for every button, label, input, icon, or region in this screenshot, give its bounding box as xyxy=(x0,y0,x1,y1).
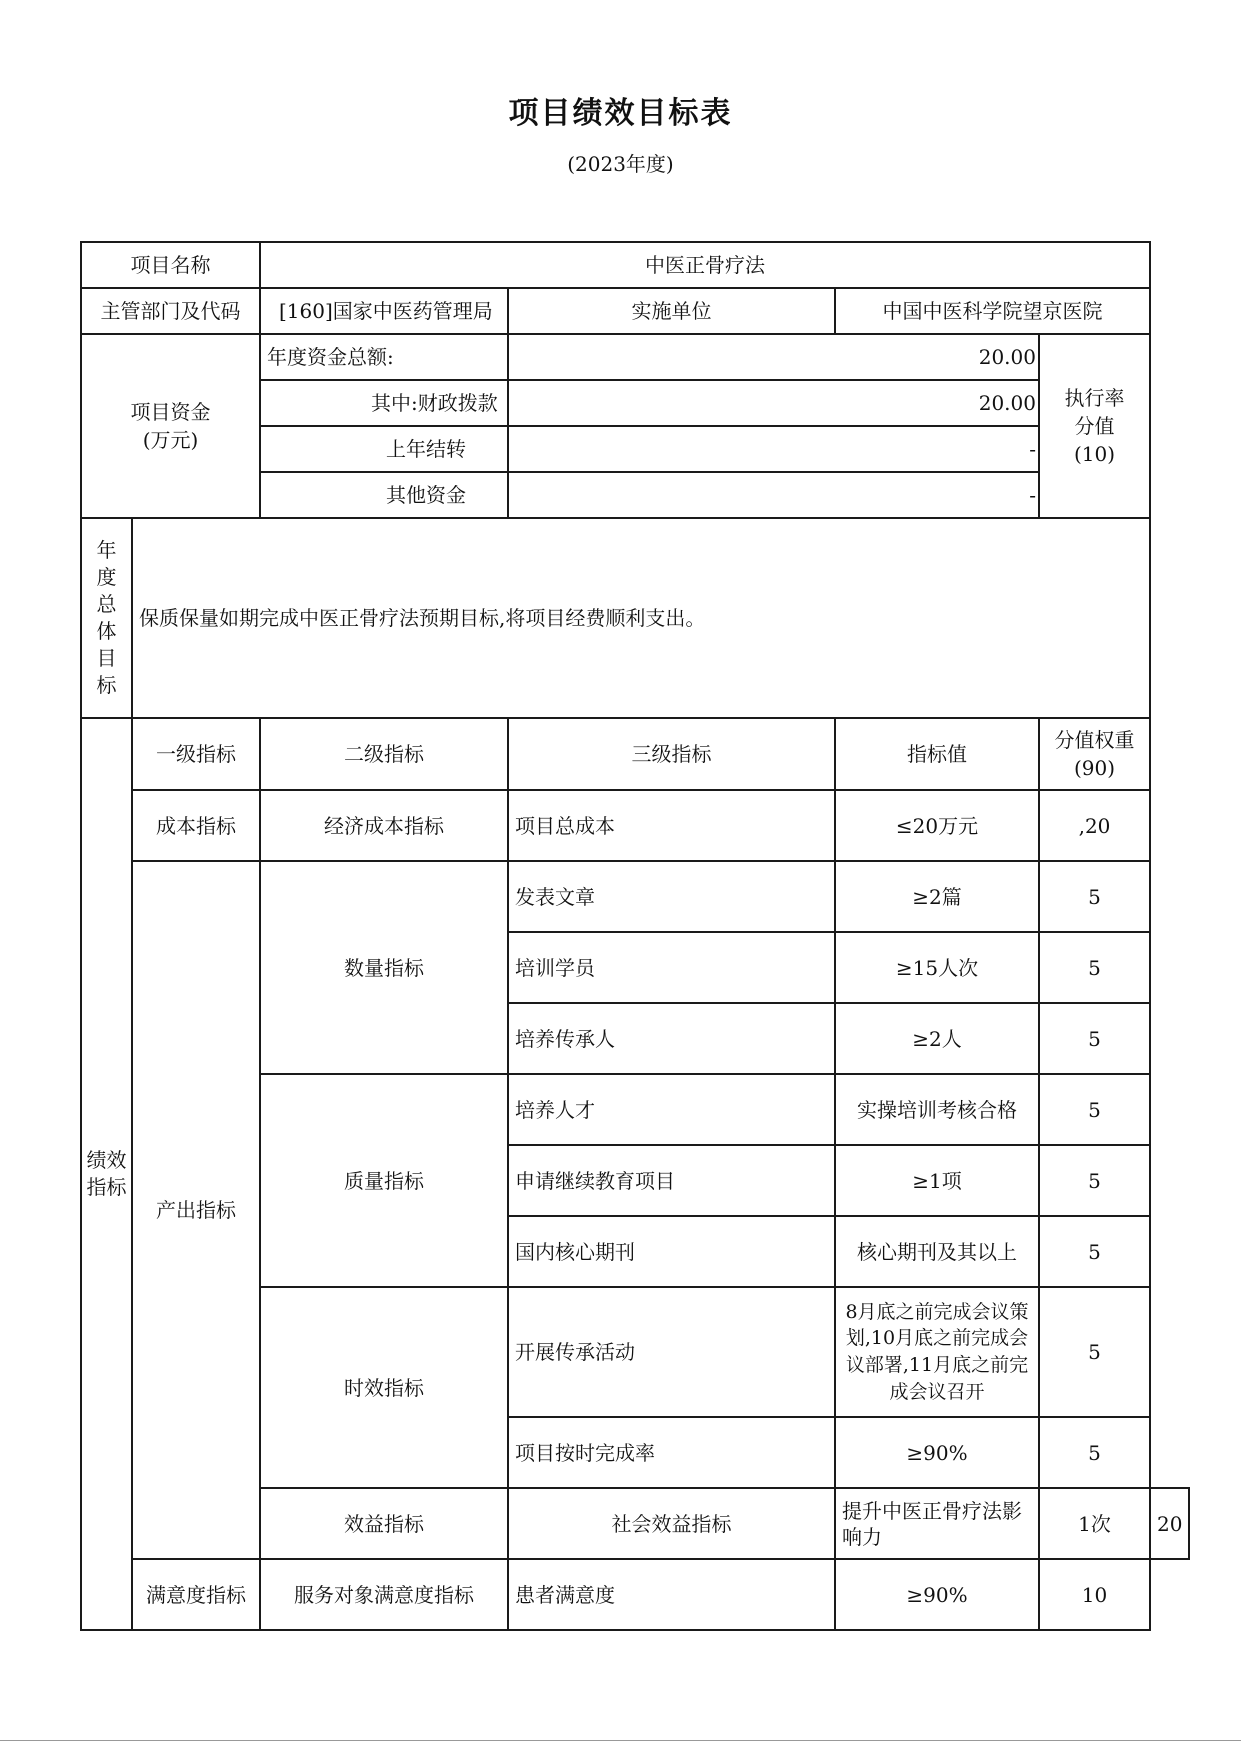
fund-total-label: 年度资金总额: xyxy=(260,334,508,380)
indicator-weight: 5 xyxy=(1039,1216,1150,1287)
fund-other-label: 其他资金 xyxy=(260,472,508,518)
group-output: 产出指标 xyxy=(132,861,260,1559)
subgroup-economic-cost: 经济成本指标 xyxy=(260,790,508,861)
group-benefit: 效益指标 xyxy=(260,1488,508,1559)
header-level2: 二级指标 xyxy=(260,718,508,790)
subgroup-service-satisfaction: 服务对象满意度指标 xyxy=(260,1559,508,1630)
implementing-unit-value: 中国中医科学院望京医院 xyxy=(835,288,1150,334)
indicator-weight: 5 xyxy=(1039,932,1150,1003)
funds-label-line1: 项目资金 xyxy=(130,400,211,424)
indicator-value xyxy=(835,1287,1039,1417)
fund-fiscal-value: 20.00 xyxy=(508,380,1039,426)
header-level1: 一级指标 xyxy=(132,718,260,790)
indicator-value: ≥90% xyxy=(835,1417,1039,1488)
project-name-row xyxy=(81,242,1189,288)
header-value: 指标值 xyxy=(835,718,1039,790)
annual-goal-row xyxy=(81,518,1189,718)
indicator-weight: 5 xyxy=(1039,1003,1150,1074)
page-bottom-rule xyxy=(0,1740,1241,1741)
execution-rate-line2: 分值 xyxy=(1074,414,1115,438)
subgroup-social-benefit: 社会效益指标 xyxy=(508,1488,835,1559)
table-row xyxy=(81,790,1189,861)
indicator-name: 发表文章 xyxy=(508,861,835,932)
indicator-value: ≥15人次 xyxy=(835,932,1039,1003)
fund-total-value: 20.00 xyxy=(508,334,1039,380)
indicator-weight: 5 xyxy=(1039,1145,1150,1216)
department-row xyxy=(81,288,1189,334)
page-subtitle: (2023年度) xyxy=(567,152,674,176)
indicator-section-label-text: 绩效指标 xyxy=(86,1148,127,1199)
group-cost: 成本指标 xyxy=(132,790,260,861)
execution-rate-score xyxy=(1039,334,1150,518)
subgroup-quality: 质量指标 xyxy=(260,1074,508,1287)
header-weight xyxy=(1039,718,1150,790)
subgroup-timeliness: 时效指标 xyxy=(260,1287,508,1488)
indicator-name: 开展传承活动 xyxy=(508,1287,835,1417)
header-weight-line1: 分值权重 xyxy=(1054,728,1135,752)
annual-goal-label xyxy=(81,518,132,718)
fund-carryover-label: 上年结转 xyxy=(260,426,508,472)
annual-goal-label-text: 年度总体目标 xyxy=(96,538,117,697)
department-value: [160]国家中医药管理局 xyxy=(260,288,508,334)
table-row xyxy=(81,861,1189,932)
indicator-weight: 5 xyxy=(1039,1074,1150,1145)
indicator-value: 实操培训考核合格 xyxy=(835,1074,1039,1145)
project-name-value: 中医正骨疗法 xyxy=(260,242,1150,288)
implementing-unit-label: 实施单位 xyxy=(508,288,835,334)
funds-label xyxy=(81,334,260,518)
page-title: 项目绩效目标表 xyxy=(508,96,733,131)
indicator-name: 国内核心期刊 xyxy=(508,1216,835,1287)
header-level3: 三级指标 xyxy=(508,718,835,790)
indicator-weight: 5 xyxy=(1039,1417,1150,1488)
indicator-value-text: 8月底之前完成会议策划,10月底之前完成会议部署,11月底之前完成会议召开 xyxy=(845,1300,1029,1403)
indicator-value: ≤20万元 xyxy=(835,790,1039,861)
indicator-name: 项目按时完成率 xyxy=(508,1417,835,1488)
execution-rate-line3: (10) xyxy=(1073,442,1116,466)
department-label: 主管部门及代码 xyxy=(81,288,260,334)
indicator-value: ≥1项 xyxy=(835,1145,1039,1216)
table-row xyxy=(81,1559,1189,1630)
group-satisfaction: 满意度指标 xyxy=(132,1559,260,1630)
indicator-header-row xyxy=(81,718,1189,790)
indicator-name: 项目总成本 xyxy=(508,790,835,861)
indicator-name: 患者满意度 xyxy=(508,1559,835,1630)
fund-carryover-value: - xyxy=(508,426,1039,472)
funds-label-line2: (万元) xyxy=(142,428,199,452)
indicator-weight: 10 xyxy=(1039,1559,1150,1630)
indicator-name: 申请继续教育项目 xyxy=(508,1145,835,1216)
indicator-weight: ,20 xyxy=(1039,790,1150,861)
indicator-name: 培训学员 xyxy=(508,932,835,1003)
indicator-value: ≥2人 xyxy=(835,1003,1039,1074)
indicator-name: 培养传承人 xyxy=(508,1003,835,1074)
indicator-name: 培养人才 xyxy=(508,1074,835,1145)
fund-total-row xyxy=(81,334,1189,380)
performance-table xyxy=(80,241,1190,1631)
indicator-section-label xyxy=(81,718,132,1630)
fund-other-value: - xyxy=(508,472,1039,518)
annual-goal-text: 保质保量如期完成中医正骨疗法预期目标,将项目经费顺利支出。 xyxy=(132,518,1150,718)
execution-rate-line1: 执行率 xyxy=(1064,386,1125,410)
indicator-weight: 5 xyxy=(1039,861,1150,932)
project-name-label: 项目名称 xyxy=(81,242,260,288)
header-weight-line2: (90) xyxy=(1073,756,1116,780)
indicator-value: 核心期刊及其以上 xyxy=(835,1216,1039,1287)
indicator-value: 1次 xyxy=(1039,1488,1150,1559)
indicator-weight: 5 xyxy=(1039,1287,1150,1417)
indicator-value: ≥90% xyxy=(835,1559,1039,1630)
fund-fiscal-label: 其中:财政拨款 xyxy=(260,380,508,426)
indicator-weight: 20 xyxy=(1150,1488,1189,1559)
indicator-name: 提升中医正骨疗法影响力 xyxy=(835,1488,1039,1559)
subgroup-quantity: 数量指标 xyxy=(260,861,508,1074)
indicator-value: ≥2篇 xyxy=(835,861,1039,932)
